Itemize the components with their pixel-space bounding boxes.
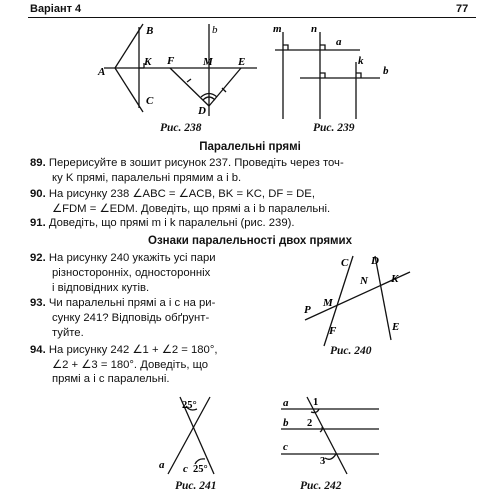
segment-ed: [209, 68, 241, 106]
label-k: k: [358, 55, 364, 67]
problem-93-line1: 93. Чи паралельні прямі a і c на ри-: [30, 297, 216, 309]
page-number: 77: [456, 3, 469, 15]
label-angle-bottom: 25°: [193, 464, 208, 475]
figure-242: [275, 392, 390, 477]
label-A: A: [98, 66, 106, 78]
figure-240: [295, 250, 425, 350]
label-K: K: [391, 273, 399, 285]
label-F: F: [167, 55, 175, 67]
label-M: M: [323, 297, 333, 309]
figure-238: [95, 20, 265, 120]
problem-89-line2: ку K прямі, паралельні прямим a і b.: [52, 172, 242, 184]
label-M: M: [203, 56, 213, 68]
problem-90-line2: ∠FDM = ∠EDM. Доведіть, що прямі a і b паралельні.: [52, 203, 331, 215]
problem-92-number: 92.: [30, 252, 46, 264]
label-m: m: [273, 23, 282, 35]
caption-241: Рис. 241: [175, 480, 217, 492]
label-angle-top: 25°: [182, 400, 197, 411]
label-b: b: [383, 65, 389, 77]
label-angle-1: 1: [313, 397, 319, 408]
section-title-parallel-criteria: Ознаки паралельності двох прямих: [148, 235, 352, 247]
label-F: F: [329, 325, 337, 337]
caption-240: Рис. 240: [330, 345, 372, 357]
problem-91-line1: 91. Доведіть, що прямі m і k паралельні (рис. 239).: [30, 217, 295, 229]
section-title-parallel-lines: Паралельні прямі: [199, 141, 301, 153]
problem-90-line1: 90. На рисунку 238 ∠ABC = ∠ACB, BK = KC, DF = DE,: [30, 188, 315, 200]
label-P: P: [304, 304, 311, 316]
label-B: B: [146, 25, 154, 37]
label-C: C: [341, 257, 349, 269]
label-a: a: [283, 397, 289, 409]
label-a: a: [159, 459, 165, 471]
problem-92-line1: 92. На рисунку 240 укажіть усі пари: [30, 252, 216, 264]
label-D: D: [198, 105, 206, 117]
caption-239: Рис. 239: [313, 122, 355, 134]
label-E: E: [392, 321, 400, 333]
problem-93-number: 93.: [30, 297, 46, 309]
problem-94-number: 94.: [30, 344, 46, 356]
caption-238: Рис. 238: [160, 122, 202, 134]
figure-239: [270, 22, 400, 122]
label-angle-3: 3: [320, 456, 326, 467]
problem-89-number: 89.: [30, 157, 46, 169]
label-D: D: [371, 255, 379, 267]
problem-92-line3: і відповідних кутів.: [52, 282, 150, 294]
segment-fd: [170, 68, 209, 106]
label-C: C: [146, 95, 154, 107]
header-variant: Варіант 4: [30, 3, 82, 15]
label-K: K: [144, 56, 152, 68]
label-c: c: [283, 441, 288, 453]
caption-242: Рис. 242: [300, 480, 342, 492]
label-b: b: [212, 24, 218, 36]
problem-94-line2: ∠2 + ∠3 = 180°. Доведіть, що: [52, 359, 209, 371]
problem-94-line3: прямі a і c паралельні.: [52, 373, 170, 385]
problem-93-line3: туйте.: [52, 327, 84, 339]
label-b: b: [283, 417, 289, 429]
header-rule: [28, 17, 476, 18]
problem-94-line1: 94. На рисунку 242 ∠1 + ∠2 = 180°,: [30, 344, 218, 356]
problem-90-number: 90.: [30, 188, 46, 200]
problem-93-line2: сунку 241? Відповідь обґрунт-: [52, 312, 210, 324]
label-N: N: [360, 275, 368, 287]
problem-91-number: 91.: [30, 217, 46, 229]
tick-fd: [187, 79, 191, 82]
line-de: [375, 256, 391, 340]
figure-241: [150, 392, 230, 477]
label-c: c: [183, 463, 188, 475]
problem-92-line2: різносторонніх, односторонніх: [52, 267, 211, 279]
label-angle-2: 2: [307, 418, 313, 429]
label-n: n: [311, 23, 318, 35]
label-a: a: [336, 36, 342, 48]
label-E: E: [238, 56, 246, 68]
problem-89-line1: 89. Перерисуйте в зошит рисунок 237. Проведіть через точ-: [30, 157, 344, 169]
